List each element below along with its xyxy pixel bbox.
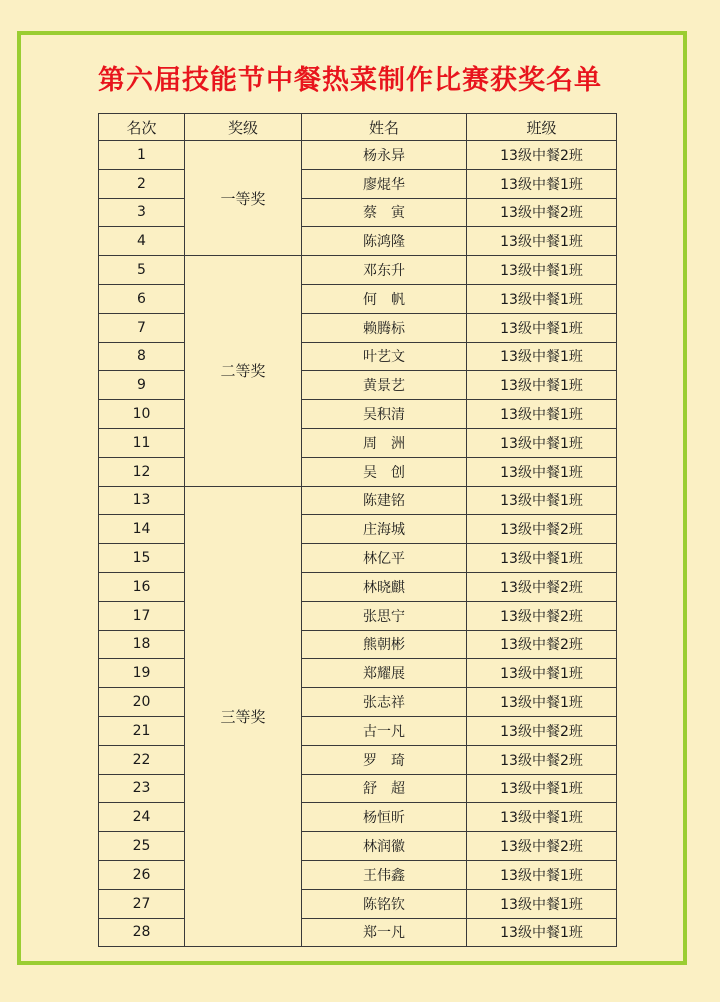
name-cell: 罗 琦 [302, 745, 467, 774]
class-cell: 13级中餐1班 [467, 371, 617, 400]
table-row [99, 400, 617, 429]
class-cell: 13级中餐1班 [467, 313, 617, 342]
table-row [99, 284, 617, 313]
name-cell: 何 帆 [302, 284, 467, 313]
class-cell: 13级中餐1班 [467, 486, 617, 515]
table-row [99, 428, 617, 457]
page-title: 第六届技能节中餐热菜制作比赛获奖名单 [98, 65, 602, 96]
name-cell: 林晓麒 [302, 572, 467, 601]
rank-cell: 27 [99, 889, 185, 918]
name-cell: 王伟鑫 [302, 860, 467, 889]
name-cell: 陈铭钦 [302, 889, 467, 918]
rank-cell: 22 [99, 745, 185, 774]
rank-cell: 1 [99, 141, 185, 170]
rank-cell: 23 [99, 774, 185, 803]
table-row [99, 832, 617, 861]
name-cell: 杨恒昕 [302, 803, 467, 832]
name-cell: 吴 创 [302, 457, 467, 486]
name-cell: 林润徽 [302, 832, 467, 861]
class-cell: 13级中餐2班 [467, 716, 617, 745]
table-row [99, 630, 617, 659]
tier-cell: 三等奖 [185, 486, 302, 947]
table-row [99, 572, 617, 601]
table-row [99, 860, 617, 889]
awards-table [98, 113, 617, 947]
rank-cell: 15 [99, 544, 185, 573]
rank-cell: 20 [99, 688, 185, 717]
table-header [99, 114, 617, 141]
name-cell: 张思宁 [302, 601, 467, 630]
name-cell: 蔡 寅 [302, 198, 467, 227]
rank-cell: 12 [99, 457, 185, 486]
class-cell: 13级中餐2班 [467, 745, 617, 774]
rank-cell: 11 [99, 428, 185, 457]
class-cell: 13级中餐1班 [467, 860, 617, 889]
class-cell: 13级中餐2班 [467, 601, 617, 630]
rank-cell: 10 [99, 400, 185, 429]
class-cell: 13级中餐1班 [467, 400, 617, 429]
rank-cell: 3 [99, 198, 185, 227]
class-cell: 13级中餐1班 [467, 457, 617, 486]
table-row [99, 716, 617, 745]
rank-cell: 24 [99, 803, 185, 832]
class-cell: 13级中餐2班 [467, 630, 617, 659]
rank-cell: 21 [99, 716, 185, 745]
table-row [99, 342, 617, 371]
tier-cell: 一等奖 [185, 141, 302, 256]
table-row [99, 141, 617, 170]
class-cell: 13级中餐1班 [467, 544, 617, 573]
table-row [99, 515, 617, 544]
table-row [99, 688, 617, 717]
table-row [99, 486, 617, 515]
rank-cell: 8 [99, 342, 185, 371]
table-row [99, 313, 617, 342]
rank-cell: 26 [99, 860, 185, 889]
header-name: 姓名 [302, 114, 467, 141]
rank-cell: 28 [99, 918, 185, 947]
class-cell: 13级中餐2班 [467, 198, 617, 227]
name-cell: 林亿平 [302, 544, 467, 573]
name-cell: 赖腾标 [302, 313, 467, 342]
table-row [99, 457, 617, 486]
name-cell: 陈建铭 [302, 486, 467, 515]
rank-cell: 17 [99, 601, 185, 630]
class-cell: 13级中餐1班 [467, 342, 617, 371]
table-row [99, 544, 617, 573]
class-cell: 13级中餐1班 [467, 659, 617, 688]
table-row [99, 169, 617, 198]
table-row [99, 918, 617, 947]
table-row [99, 256, 617, 285]
rank-cell: 13 [99, 486, 185, 515]
name-cell: 周 洲 [302, 428, 467, 457]
table-row [99, 803, 617, 832]
class-cell: 13级中餐1班 [467, 428, 617, 457]
table-row [99, 227, 617, 256]
class-cell: 13级中餐1班 [467, 284, 617, 313]
header-row [99, 114, 617, 141]
table-row [99, 774, 617, 803]
name-cell: 熊朝彬 [302, 630, 467, 659]
rank-cell: 25 [99, 832, 185, 861]
name-cell: 杨永异 [302, 141, 467, 170]
rank-cell: 9 [99, 371, 185, 400]
header-class: 班级 [467, 114, 617, 141]
name-cell: 叶艺文 [302, 342, 467, 371]
name-cell: 张志祥 [302, 688, 467, 717]
rank-cell: 4 [99, 227, 185, 256]
name-cell: 庄海城 [302, 515, 467, 544]
rank-cell: 18 [99, 630, 185, 659]
table-row [99, 371, 617, 400]
class-cell: 13级中餐1班 [467, 227, 617, 256]
rank-cell: 7 [99, 313, 185, 342]
table-body [99, 141, 617, 947]
table-row [99, 659, 617, 688]
name-cell: 舒 超 [302, 774, 467, 803]
rank-cell: 19 [99, 659, 185, 688]
header-rank: 名次 [99, 114, 185, 141]
table-row [99, 601, 617, 630]
name-cell: 廖焜华 [302, 169, 467, 198]
name-cell: 黄景艺 [302, 371, 467, 400]
class-cell: 13级中餐1班 [467, 803, 617, 832]
table-row [99, 745, 617, 774]
class-cell: 13级中餐1班 [467, 774, 617, 803]
rank-cell: 14 [99, 515, 185, 544]
rank-cell: 6 [99, 284, 185, 313]
class-cell: 13级中餐2班 [467, 515, 617, 544]
class-cell: 13级中餐1班 [467, 918, 617, 947]
class-cell: 13级中餐2班 [467, 572, 617, 601]
class-cell: 13级中餐2班 [467, 141, 617, 170]
rank-cell: 2 [99, 169, 185, 198]
name-cell: 郑耀展 [302, 659, 467, 688]
table-row [99, 889, 617, 918]
rank-cell: 5 [99, 256, 185, 285]
tier-cell: 二等奖 [185, 256, 302, 486]
class-cell: 13级中餐1班 [467, 889, 617, 918]
name-cell: 邓东升 [302, 256, 467, 285]
class-cell: 13级中餐1班 [467, 169, 617, 198]
name-cell: 古一凡 [302, 716, 467, 745]
name-cell: 吴积清 [302, 400, 467, 429]
class-cell: 13级中餐2班 [467, 832, 617, 861]
header-tier: 奖级 [185, 114, 302, 141]
rank-cell: 16 [99, 572, 185, 601]
name-cell: 郑一凡 [302, 918, 467, 947]
table-row [99, 198, 617, 227]
class-cell: 13级中餐1班 [467, 256, 617, 285]
class-cell: 13级中餐1班 [467, 688, 617, 717]
name-cell: 陈鸿隆 [302, 227, 467, 256]
